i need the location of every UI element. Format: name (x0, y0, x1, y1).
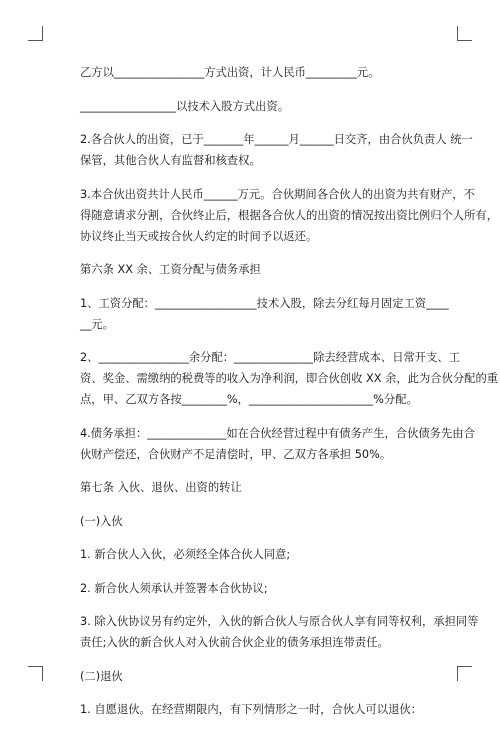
document-body (80, 62, 499, 733)
text-line: 乙方以________________方式出资，计人民币_________元。 (80, 66, 380, 79)
text-line: 1. 新合伙人入伙，必须经全体合伙人同意; (80, 548, 291, 561)
paragraph (80, 423, 475, 465)
paragraph (80, 62, 438, 83)
text-line: (二)退伙 (80, 669, 123, 683)
paragraph (80, 666, 438, 687)
text-line: 2.各合伙人的出资，已于_______年______月______日交齐，由合伙负责人 统一 (80, 133, 473, 146)
paragraph (80, 544, 438, 565)
text-line: 第六条 XX 余、工资分配与债务承担 (80, 263, 261, 276)
paragraph (80, 578, 438, 599)
paragraph (80, 129, 473, 171)
paragraph (80, 611, 479, 653)
text-line: 第七条 入伙、退伙、出资的转让 (80, 481, 242, 494)
text-line: 伙财产偿还，合伙财产不足清偿时，甲、乙双方各承担 50%。 (80, 447, 392, 461)
text-line: 3.本合伙出资共计人民币______万元。合伙期间各合伙人的出资为共有财产，不 (80, 187, 475, 201)
text-line: 保管，其他合伙人有监督和核查权。 (80, 154, 261, 167)
paragraph (80, 699, 438, 720)
text-line: 1. 自愿退伙。在经营期限内，有下列情形之一时，合伙人可以退伙： (80, 703, 422, 716)
text-line: 得随意请求分割，合伙终止后，根据各合伙人的出资的情况按出资比例归个人所有， (80, 208, 498, 222)
text-line: __元。 (80, 317, 114, 331)
crop-mark-bottom-right (457, 666, 472, 681)
paragraph (80, 511, 438, 532)
crop-mark-bottom-left (28, 666, 43, 681)
text-line: 3. 除入伙协议另有约定外，入伙的新合伙人与原合伙人享有同等权利，承担同等 (80, 615, 479, 628)
text-line: 协议终止当天或按合伙人约定的时间予以返还。 (80, 229, 318, 243)
text-line: 责任;入伙的新合伙人对入伙前合伙企业的债务承担连带责任。 (80, 636, 389, 649)
text-line: 资、奖金、需缴纳的税费等的收入为净利润，即合伙创收 XX 余，此为合伙分配的重 (80, 372, 499, 385)
text-line: 1、工资分配：__________________技术入股，除去分红每月固定工资____ (80, 296, 449, 310)
paragraph (80, 293, 449, 335)
crop-mark-top-left (28, 26, 43, 41)
crop-mark-top-right (457, 26, 472, 41)
text-line: 点，甲、乙双方各按________%，______________________%分配。 (80, 393, 418, 406)
text-line: 2、________________余分配：______________除去经营成本、日常开支、工 (80, 351, 460, 364)
text-line: 4.债务承担：______________如在合伙经营过程中有债务产生，合伙债务先由合 (80, 426, 475, 440)
text-line: 2. 新合伙人须承认并签署本合伙协议; (80, 581, 268, 595)
paragraph (80, 96, 438, 117)
paragraph (80, 477, 438, 498)
paragraph (80, 347, 499, 410)
paragraph (80, 184, 498, 247)
text-line: (一)入伙 (80, 514, 123, 528)
paragraph (80, 259, 438, 280)
text-line: _________________以技术入股方式出资。 (80, 99, 289, 113)
